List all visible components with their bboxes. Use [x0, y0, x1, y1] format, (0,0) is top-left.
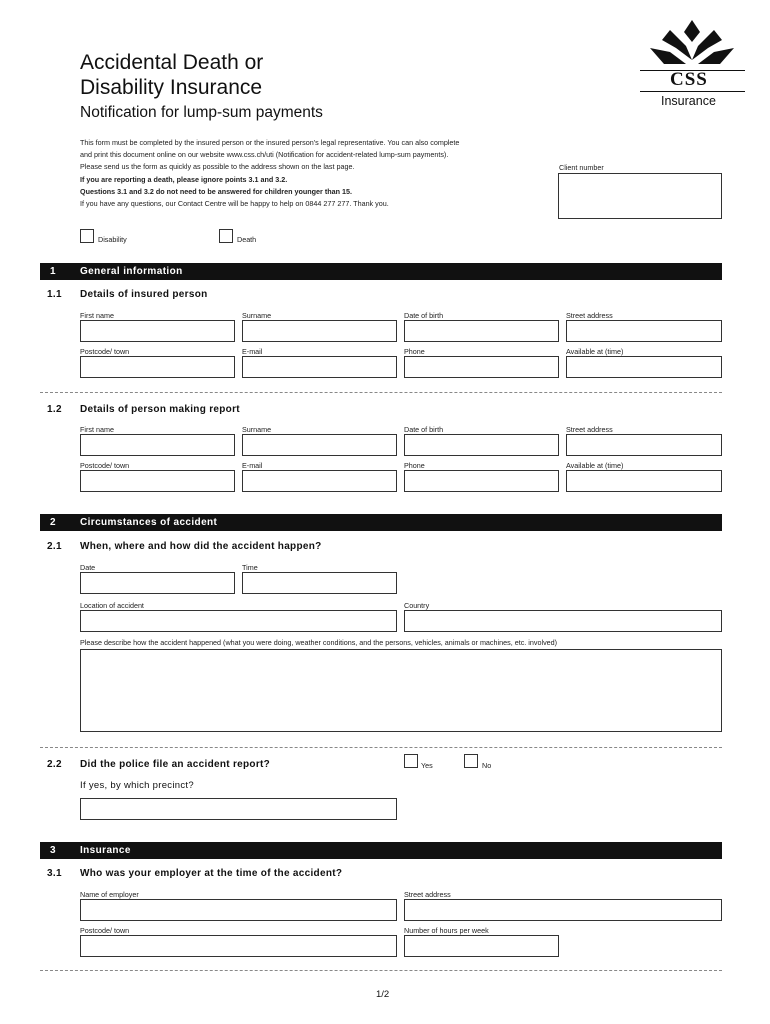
subsection-number: 1.1	[47, 289, 62, 300]
postcode-label: Postcode/ town	[80, 347, 130, 356]
subsection-title: Did the police file an accident report?	[80, 759, 271, 770]
available-label: Available at (time)	[566, 347, 624, 356]
insured-email-field[interactable]	[242, 356, 397, 378]
disability-checkbox[interactable]	[80, 229, 94, 243]
employer-name-field[interactable]	[80, 899, 397, 921]
email-label: E-mail	[242, 461, 263, 470]
precinct-field[interactable]	[80, 798, 397, 820]
time-label: Time	[242, 563, 258, 572]
hours-per-week-field[interactable]	[404, 935, 559, 957]
no-label: No	[482, 761, 492, 770]
police-no-checkbox[interactable]	[464, 754, 478, 768]
divider	[40, 970, 722, 971]
accident-description-field[interactable]	[80, 649, 722, 732]
accident-time-field[interactable]	[242, 572, 397, 594]
reporter-surname-field[interactable]	[242, 434, 397, 456]
available-label: Available at (time)	[566, 461, 624, 470]
client-number-field[interactable]	[558, 173, 722, 219]
reporter-street-field[interactable]	[566, 434, 722, 456]
section-3-header	[40, 842, 722, 859]
accident-location-field[interactable]	[80, 610, 397, 632]
insured-street-field[interactable]	[566, 320, 722, 342]
insured-surname-field[interactable]	[242, 320, 397, 342]
css-logo-mark-icon	[640, 18, 745, 72]
subsection-title: Who was your employer at the time of the accident?	[80, 868, 343, 879]
street-label: Street address	[566, 311, 613, 320]
insured-dob-field[interactable]	[404, 320, 559, 342]
intro-line-bold: Questions 3.1 and 3.2 do not need to be answered for children younger than 15.	[80, 186, 352, 196]
surname-label: Surname	[242, 425, 272, 434]
reporter-dob-field[interactable]	[404, 434, 559, 456]
intro-text	[80, 137, 550, 210]
death-checkbox[interactable]	[219, 229, 233, 243]
subsection-number: 2.1	[47, 541, 62, 552]
insured-postcode-field[interactable]	[80, 356, 235, 378]
intro-line-bold: If you are reporting a death, please ignore points 3.1 and 3.2.	[80, 174, 288, 184]
reporter-postcode-field[interactable]	[80, 470, 235, 492]
employer-street-label: Street address	[404, 890, 451, 899]
employer-label: Name of employer	[80, 890, 139, 899]
reporter-first-name-field[interactable]	[80, 434, 235, 456]
section-1-header	[40, 263, 722, 280]
logo-rule-bottom	[640, 91, 745, 92]
surname-label: Surname	[242, 311, 272, 320]
section-title: Insurance	[80, 845, 131, 856]
location-label: Location of accident	[80, 601, 144, 610]
logo-sub: Insurance	[661, 94, 716, 108]
reporter-phone-field[interactable]	[404, 470, 559, 492]
reporter-available-field[interactable]	[566, 470, 722, 492]
divider	[40, 747, 722, 748]
form-subtitle: Notification for lump-sum payments	[80, 104, 323, 121]
section-number: 2	[50, 517, 56, 528]
subsection-title: Details of insured person	[80, 289, 208, 300]
street-label: Street address	[566, 425, 613, 434]
subsection-title: When, where and how did the accident happen?	[80, 541, 322, 552]
death-label: Death	[237, 235, 257, 244]
date-label: Date	[80, 563, 96, 572]
intro-line: and print this document online on our website www.css.ch/uti (Notification for accident-related lump-sum payments).	[80, 150, 449, 160]
hours-label: Number of hours per week	[404, 926, 489, 935]
title-line-1: Accidental Death or	[80, 51, 264, 74]
section-title: General information	[80, 266, 183, 277]
insured-available-field[interactable]	[566, 356, 722, 378]
accident-country-field[interactable]	[404, 610, 722, 632]
reporter-email-field[interactable]	[242, 470, 397, 492]
dob-label: Date of birth	[404, 311, 444, 320]
employer-postcode-label: Postcode/ town	[80, 926, 130, 935]
title-line-2: Disability Insurance	[80, 76, 263, 99]
precinct-label: If yes, by which precinct?	[80, 780, 194, 791]
section-number: 1	[50, 266, 56, 277]
describe-label: Please describe how the accident happened (what you were doing, weather conditions, and the persons, vehicles, animals or machines, etc. involved)	[80, 638, 558, 647]
intro-line: If you have any questions, our Contact Centre will be happy to help on 0844 277 277. Thank you.	[80, 199, 389, 209]
first-name-label: First name	[80, 425, 114, 434]
subsection-number: 1.2	[47, 404, 62, 415]
accident-date-field[interactable]	[80, 572, 235, 594]
employer-street-field[interactable]	[404, 899, 722, 921]
dob-label: Date of birth	[404, 425, 444, 434]
postcode-label: Postcode/ town	[80, 461, 130, 470]
divider	[40, 392, 722, 393]
page-number: 1/2	[376, 989, 390, 1000]
insured-first-name-field[interactable]	[80, 320, 235, 342]
police-yes-checkbox[interactable]	[404, 754, 418, 768]
employer-postcode-field[interactable]	[80, 935, 397, 957]
yes-label: Yes	[421, 761, 433, 770]
client-number-label: Client number	[559, 163, 604, 172]
phone-label: Phone	[404, 461, 425, 470]
section-2-header	[40, 514, 722, 531]
logo-name: CSS	[670, 69, 708, 90]
subsection-number: 3.1	[47, 868, 62, 879]
country-label: Country	[404, 601, 430, 610]
subsection-number: 2.2	[47, 759, 62, 770]
section-title: Circumstances of accident	[80, 517, 218, 528]
email-label: E-mail	[242, 347, 263, 356]
insured-phone-field[interactable]	[404, 356, 559, 378]
intro-line: Please send us the form as quickly as possible to the address shown on the last page.	[80, 162, 355, 172]
section-number: 3	[50, 845, 56, 856]
first-name-label: First name	[80, 311, 114, 320]
subsection-title: Details of person making report	[80, 404, 240, 415]
phone-label: Phone	[404, 347, 425, 356]
disability-label: Disability	[98, 235, 127, 244]
form-title	[80, 50, 263, 100]
css-logo	[640, 18, 745, 110]
intro-line: This form must be completed by the insured person or the insured person’s legal representative. You can also complete	[80, 138, 460, 147]
